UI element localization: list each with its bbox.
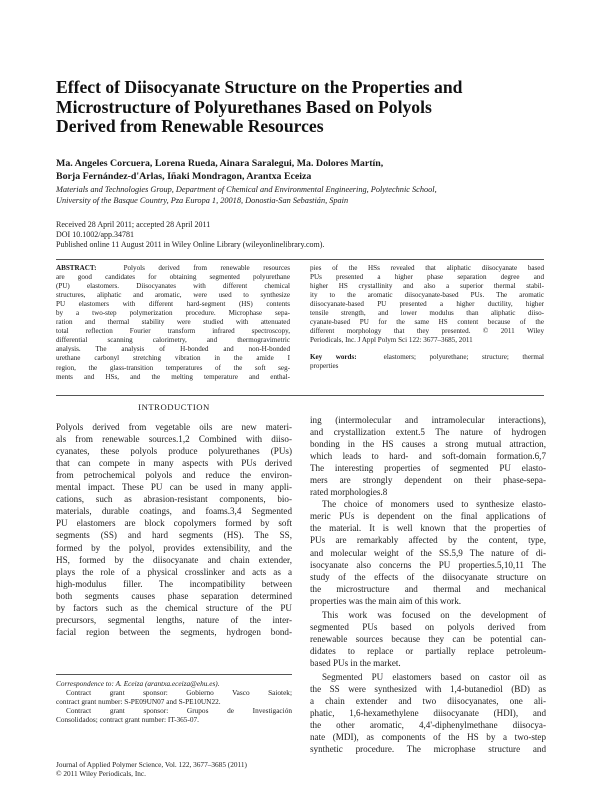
author-list — [56, 158, 556, 183]
title-line: Microstructure of Polyurethanes Based on Polyols — [56, 96, 432, 117]
abstract-right-column — [310, 264, 544, 372]
abstract-line: analysis. The analysis of H-bonded and non-H-bonded — [56, 345, 290, 354]
abstract-line: cyanate-based PU for the same HS content because of the — [310, 318, 544, 327]
body-line: a chain extender and two diisocyanates, one ali- — [310, 696, 546, 707]
body-line: nate (MDI), as components of the HS by a two-step — [310, 732, 546, 743]
abstract-bottom-rule — [56, 395, 544, 396]
keywords-line — [310, 353, 544, 362]
abstract — [56, 264, 544, 392]
abstract-first-text: Polyols derived from renewable resources — [123, 264, 290, 272]
body-line: The interesting properties of segmented PU elasto- — [310, 463, 546, 474]
keywords — [310, 353, 544, 371]
body-line: the microstructure and thermal and mechanical — [310, 583, 546, 594]
body-line: isocyanate also concerns the PU properties.5,10,11 The — [310, 559, 546, 570]
body-line: mental impact. These PU can be used in many appli- — [56, 482, 292, 493]
body-line: Polyols derived from vegetable oils are new materi- — [56, 422, 292, 433]
body-line: HS, formed by the diisocyanate and chain extender, — [56, 554, 292, 565]
footnotes — [56, 679, 292, 724]
title-line: Derived from Renewable Resources — [56, 116, 324, 136]
intro-heading — [56, 401, 292, 413]
abstract-top-rule — [56, 259, 544, 260]
abstract-line: by a two-step polymerization procedure. Microphase sepa- — [56, 309, 290, 318]
body-left-column — [56, 397, 292, 638]
publication-dates — [56, 220, 556, 250]
body-line: and molecular weight of the SS.5,9 The nature of di- — [310, 547, 546, 558]
section-heading: INTRODUCTION — [138, 402, 210, 412]
affiliation-line: University of the Basque Country, Pza Europa 1, 20018, Donostia-San Sebastián, Spain — [56, 195, 349, 205]
keywords-text: elastomers; polyurethane; structure; thermal — [383, 353, 544, 362]
dates-line: Received 28 April 2011; accepted 28 April 2011 — [56, 220, 211, 229]
body-line: segments (SS) and hard segments (HS). The SS, — [56, 530, 292, 541]
affiliation-line: Materials and Technologies Group, Department of Chemical and Environmental Engineering, Polytechnic School, — [56, 185, 437, 194]
footnote-line: contract grant number: S-PE09UN07 and S-PE10UN22. — [56, 697, 221, 707]
abstract-line: different morphology that they presented. © 2011 Wiley — [310, 327, 544, 336]
abstract-line: Periodicals, Inc. J Appl Polym Sci 122: 3677–3685, 2011 — [310, 336, 473, 345]
body-right-column — [310, 414, 546, 755]
article-title — [56, 78, 556, 137]
abstract-line: ments and HSs, and the melting temperature and enthal- — [56, 372, 290, 381]
journal-info — [56, 760, 292, 778]
abstract-line: region, the glass-transition temperatures of the soft seg- — [56, 363, 290, 372]
body-line: didates to replace or partially replace petroleum- — [310, 645, 546, 656]
footnote-line: Contract grant sponsor: Gobierno Vasco Saiotek; — [66, 688, 292, 698]
abstract-label: ABSTRACT: — [56, 264, 97, 272]
journal-line: Journal of Applied Polymer Science, Vol. 122, 3677–3685 (2011) — [56, 760, 247, 769]
dates-line: DOI 10.1002/app.34781 — [56, 230, 134, 239]
journal-line: © 2011 Wiley Periodicals, Inc. — [56, 769, 146, 779]
abstract-line: PUs presented a higher phase separation degree and — [310, 273, 544, 282]
body-line: materials, durable coatings, and foams.3,4 Segmented — [56, 506, 292, 517]
body-line: and crystallization extent.5 The nature of hydrogen — [310, 427, 546, 438]
body-line: the other aromatic, 4,4'-diphenylmethane diisocya- — [310, 720, 546, 731]
abstract-line: differential scanning calorimetry, and thermogravimetric — [56, 336, 290, 345]
body-line: formed by the polyol, provides extensibility, and the — [56, 542, 292, 553]
body-line: This work was focused on the development of — [322, 609, 546, 620]
author-line: Borja Fernández-d'Arlas, Iñaki Mondragon, Arantxa Eceiza — [56, 170, 312, 182]
body-line: synthetic procedure. The microphase structure and — [310, 744, 546, 755]
body-line: study of the effects of the diisocyanate structure on — [310, 571, 546, 582]
body-line: cyanates, these polyols produce polyurethanes (PUs) — [56, 446, 292, 457]
body-line: PUs are remarkably affected by the content, type, — [310, 535, 546, 546]
body-line: that can compete in many aspects with PUs derived — [56, 458, 292, 469]
abstract-line — [56, 264, 290, 273]
body-line: from petrochemical polyols and reduce the environ- — [56, 470, 292, 481]
keywords-label: Key words: — [310, 353, 357, 362]
abstract-line: total reflection Fourier transform infrared spectroscopy, — [56, 327, 290, 336]
abstract-line: ration and thermal stability were studied with attenuated — [56, 318, 290, 327]
body-line: phatic, 1,6-hexamethylene diisocyanate (HDI), and — [310, 708, 546, 719]
abstract-line: are good candidates for obtaining segmented polyurethane — [56, 273, 290, 282]
body-line: als from renewable sources.1,2 Combined with diiso- — [56, 434, 292, 445]
abstract-line: PU elastomers with different hard-segment (HS) contents — [56, 300, 290, 309]
body-line: cations, such as abrasion-resistant components, bio- — [56, 494, 292, 505]
body-line: ing (intermolecular and intramolecular interactions), — [310, 415, 546, 425]
body-line: precursors, segmental lengths, nature of the inter- — [56, 614, 292, 625]
body-line: properties was the main aim of this work. — [310, 595, 462, 606]
abstract-line: structures, aliphatic and aromatic, were used to synthesize — [56, 291, 290, 300]
footnote-line: Correspondence to: A. Eceiza (arantxa.eceiza@ehu.es). — [56, 679, 220, 688]
body-line: plays the role of a physical crosslinker and acts as a — [56, 566, 292, 577]
body-line: by factors such as the chemical structure of the PU — [56, 602, 292, 613]
abstract-line: tensile strength, and lower modulus than aliphatic diiso- — [310, 309, 544, 318]
body-line: segmented PUs based on polyols derived from — [310, 621, 546, 632]
keywords-line: properties — [310, 362, 339, 371]
footnote-line: Contract grant sponsor: Grupos de Investigación — [66, 706, 292, 716]
body-line: PU elastomers are block copolymers formed by soft — [56, 518, 292, 529]
abstract-left-column — [56, 264, 290, 382]
body-line: the SS were synthesized with 1,4-butanediol (BD) as — [310, 684, 546, 695]
footnote-rule — [56, 674, 292, 675]
body-line: rated morphologies.8 — [310, 487, 388, 498]
abstract-line: higher HS crystallinity and also a superior thermal stabil- — [310, 282, 544, 291]
body-line: the material. It is well known that the properties of — [310, 523, 546, 534]
footnote-line: Consolidados; contract grant number: IT-365-07. — [56, 715, 200, 725]
body-line: The choice of monomers used to synthesize elasto- — [322, 499, 546, 510]
abstract-line: urethane carbonyl stretching vibration in the amide I — [56, 354, 290, 363]
abstract-line: diisocyanate-based PU presented a higher ductility, higher — [310, 300, 544, 309]
affiliation — [56, 185, 556, 206]
body-line: high-modulus filler. The incompatibility between — [56, 578, 292, 589]
body-line: both segments causes phase separation determined — [56, 590, 292, 601]
title-line: Effect of Diisocyanate Structure on the Properties and — [56, 77, 463, 97]
body-line: mers are strongly dependent on their phase-sepa- — [310, 475, 546, 486]
dates-line: Published online 11 August 2011 in Wiley Online Library (wileyonlinelibrary.com). — [56, 240, 325, 249]
body-line: meric PUs is dependent on the final applications of — [310, 511, 546, 522]
body-line: bonding in the HS causes a strong mutual attraction, — [310, 439, 546, 450]
body-line: renewable sources because they can be potential can- — [310, 633, 546, 644]
body-line: facial region between the segments, hydrogen bond- — [56, 626, 292, 637]
author-line: Ma. Angeles Corcuera, Lorena Rueda, Ainara Saralegui, Ma. Dolores Martín, — [56, 158, 384, 169]
body-line: based PUs in the market. — [310, 657, 401, 668]
body-line: Segmented PU elastomers based on castor oil as — [322, 671, 546, 682]
abstract-line: ity to the aromatic diisocyanate-based PUs. The aromatic — [310, 291, 544, 300]
abstract-line: (PU) elastomers. Diisocyanates with different chemical — [56, 282, 290, 291]
body-line: which leads to hard- and soft-domain formation.6,7 — [310, 451, 546, 462]
abstract-line: pies of the HSs revealed that aliphatic diisocyanate based — [310, 264, 544, 272]
